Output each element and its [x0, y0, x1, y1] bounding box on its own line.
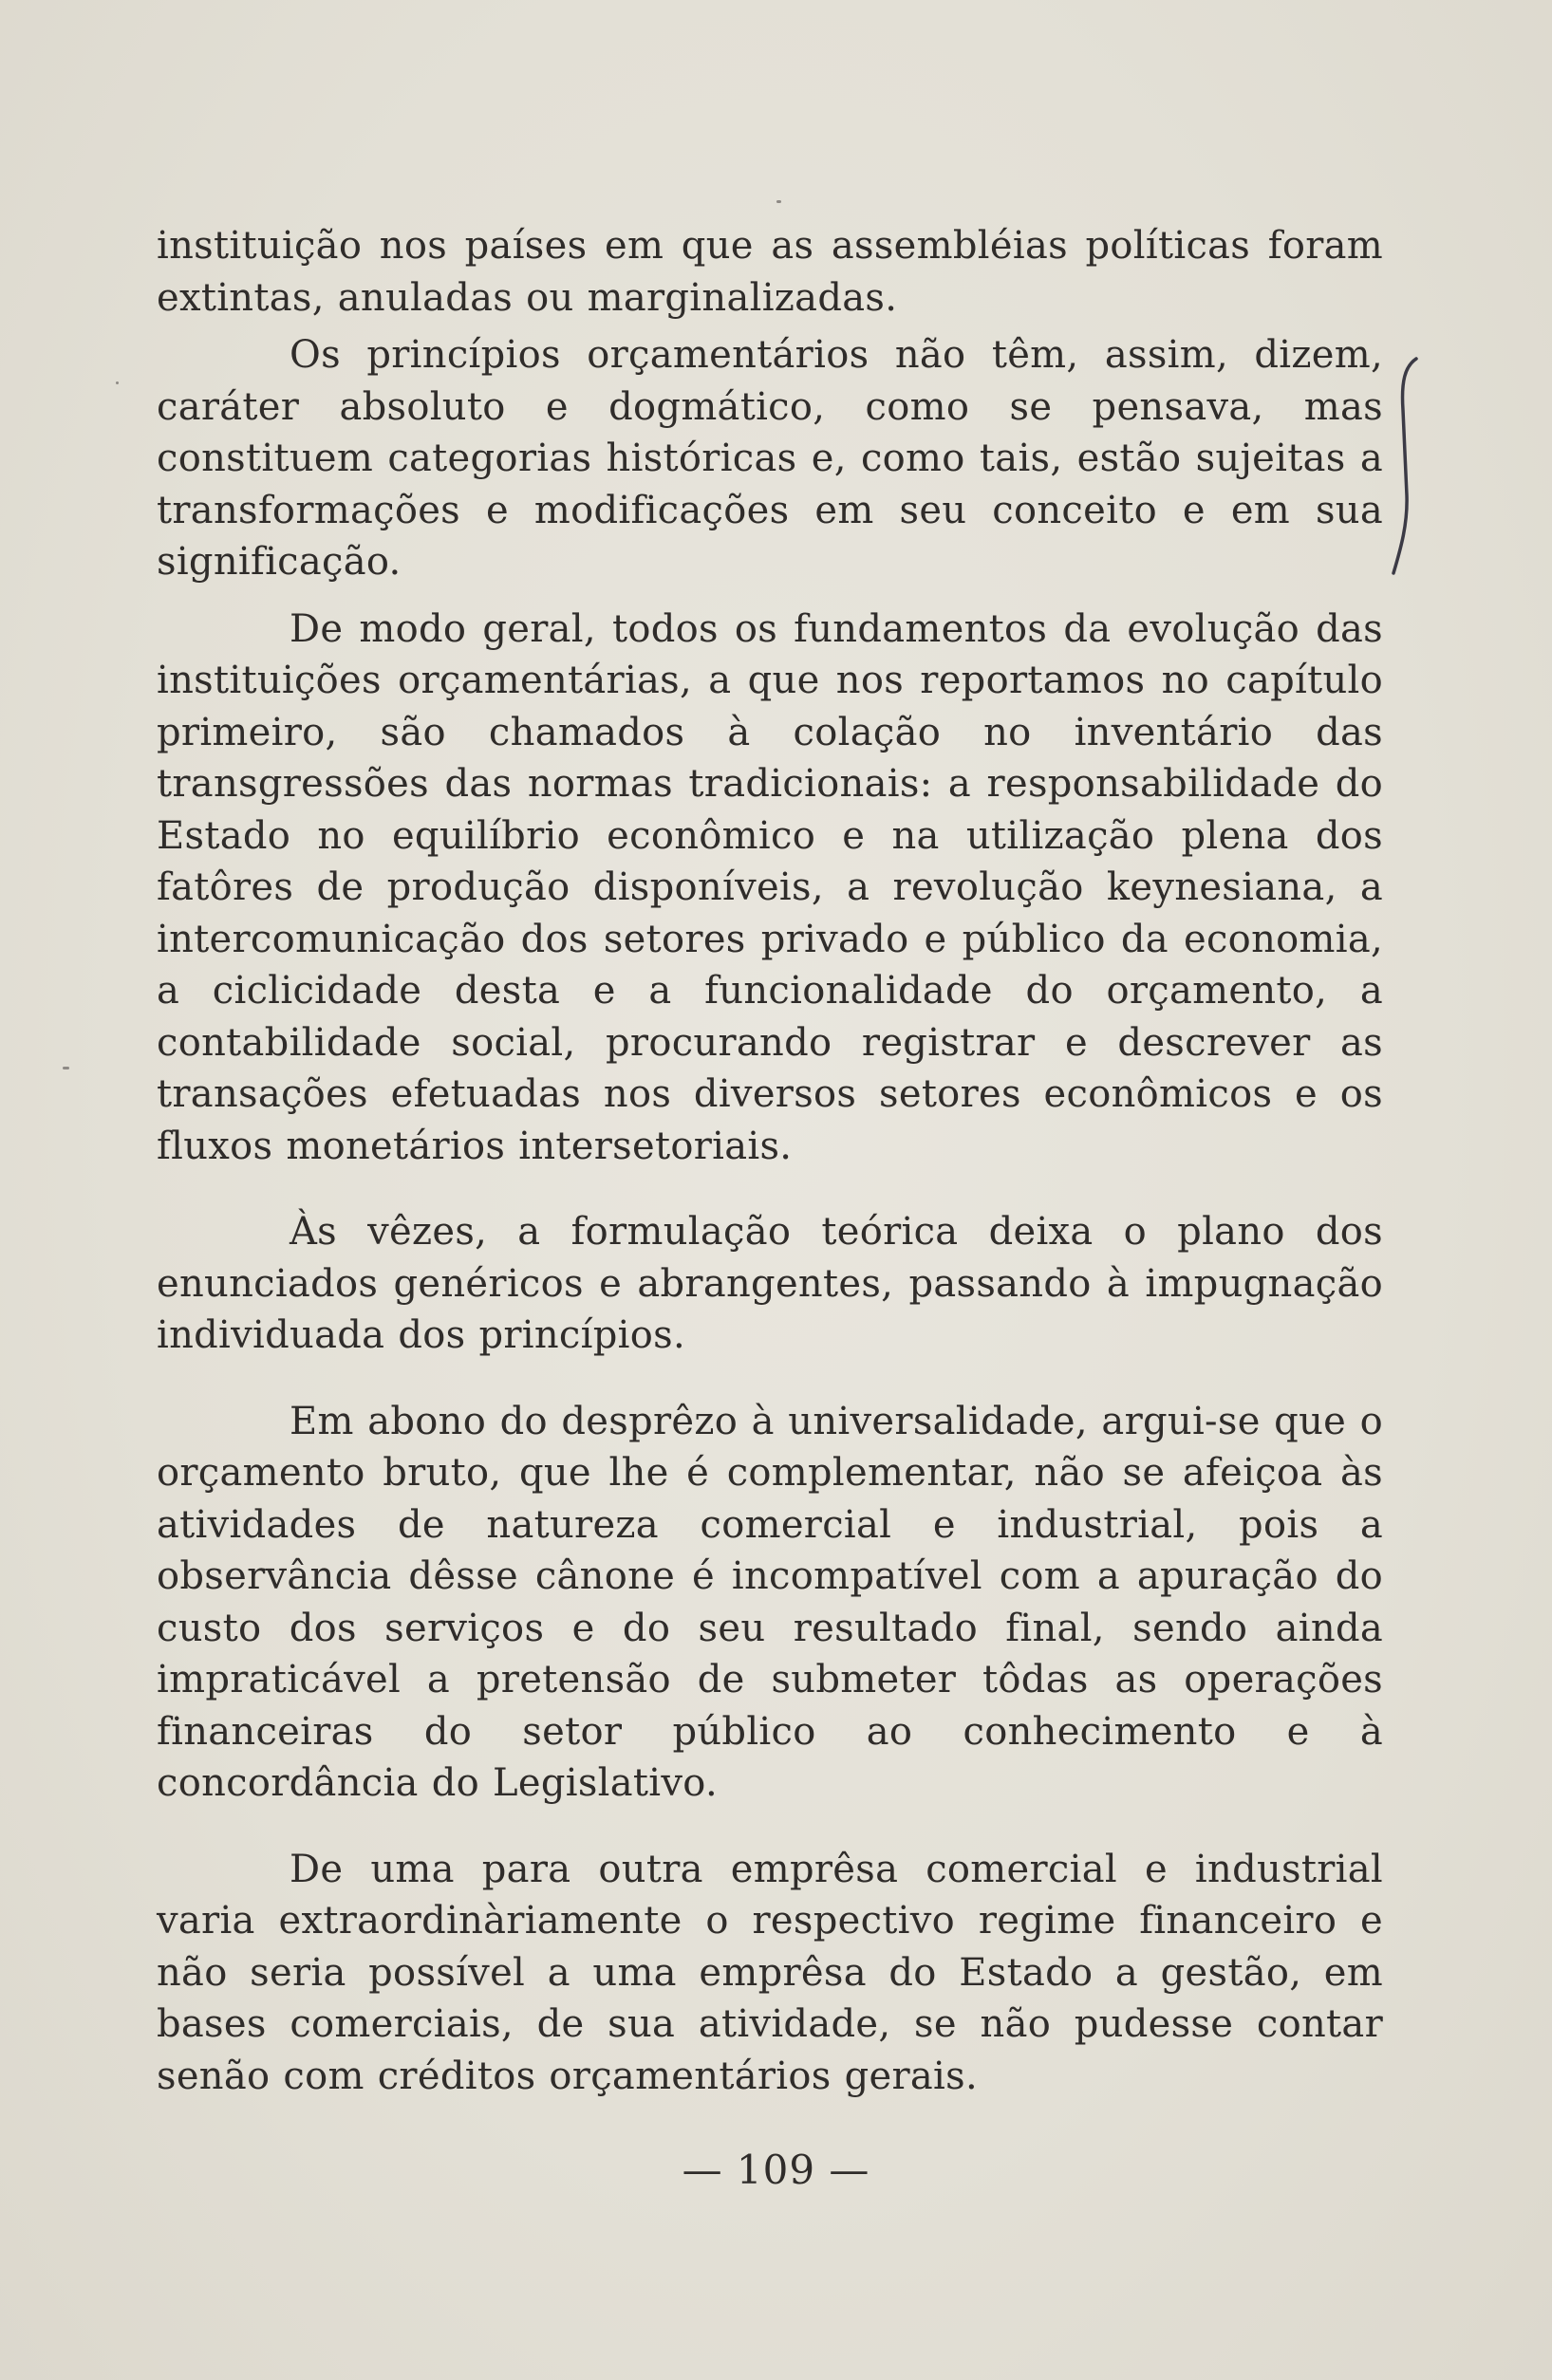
ink-speck	[116, 381, 119, 384]
page-number: — 109 —	[682, 2147, 870, 2193]
ink-speck	[63, 1067, 69, 1069]
body-text	[157, 220, 1383, 2102]
margin-bracket-mark	[1388, 353, 1426, 581]
paragraph-general: De modo geral, todos os fundamentos da evolução das instituições orçamentárias, a que nos reportamos no capítulo primeiro, são chamados à colação no inventário das transgressões das normas tradicionais: a responsabilidade do Estado no equilíbrio econômico e na utilização plena dos fatôres de produção disponíveis, a revolução keynesiana, a intercomunicação dos setores privado e público da economia, a ciclicidade desta e a funcionalidade do orçamento, a contabilidade social, procurando registrar e descrever as transações efetuadas nos diversos setores econômicos e os fluxos monetários intersetoriais.	[157, 606, 1383, 1168]
paragraph-formulation: Às vêzes, a formulação teórica deixa o plano dos enunciados genéricos e abrangentes, passando à impugnação individuada dos princípios.	[157, 1210, 1383, 1357]
paragraph-universality: Em abono do desprêzo à universalidade, argui-se que o orçamento bruto, que lhe é complementar, não se afeiçoa às atividades de natureza comercial e industrial, pois a observância dêsse cânone é incompatível com a apuração do custo dos serviços e do seu resultado final, sendo ainda impraticável a pretensão de submeter tôdas as operações financeiras do setor público ao conhecimento e à concordância do Legislativo.	[157, 1399, 1383, 1805]
ink-speck	[776, 200, 781, 203]
paragraph-principles: Os princípios orçamentários não têm, assim, dizem, caráter absoluto e dogmático, como se pensava, mas constituem categorias históricas e, como tais, estão sujeitas a transformações e modificações em seu conceito e em sua significação.	[157, 333, 1383, 584]
paragraph-continuation: instituição nos países em que as assembléias políticas foram extintas, anuladas ou marginalizadas.	[157, 224, 1383, 320]
paragraph-enterprise: De uma para outra emprêsa comercial e industrial varia extraordinàriamente o respectivo regime financeiro e não seria possível a uma emprêsa do Estado a gestão, em bases comerciais, de sua atividade, se não pudesse contar senão com créditos orçamentários gerais.	[157, 1847, 1383, 2098]
